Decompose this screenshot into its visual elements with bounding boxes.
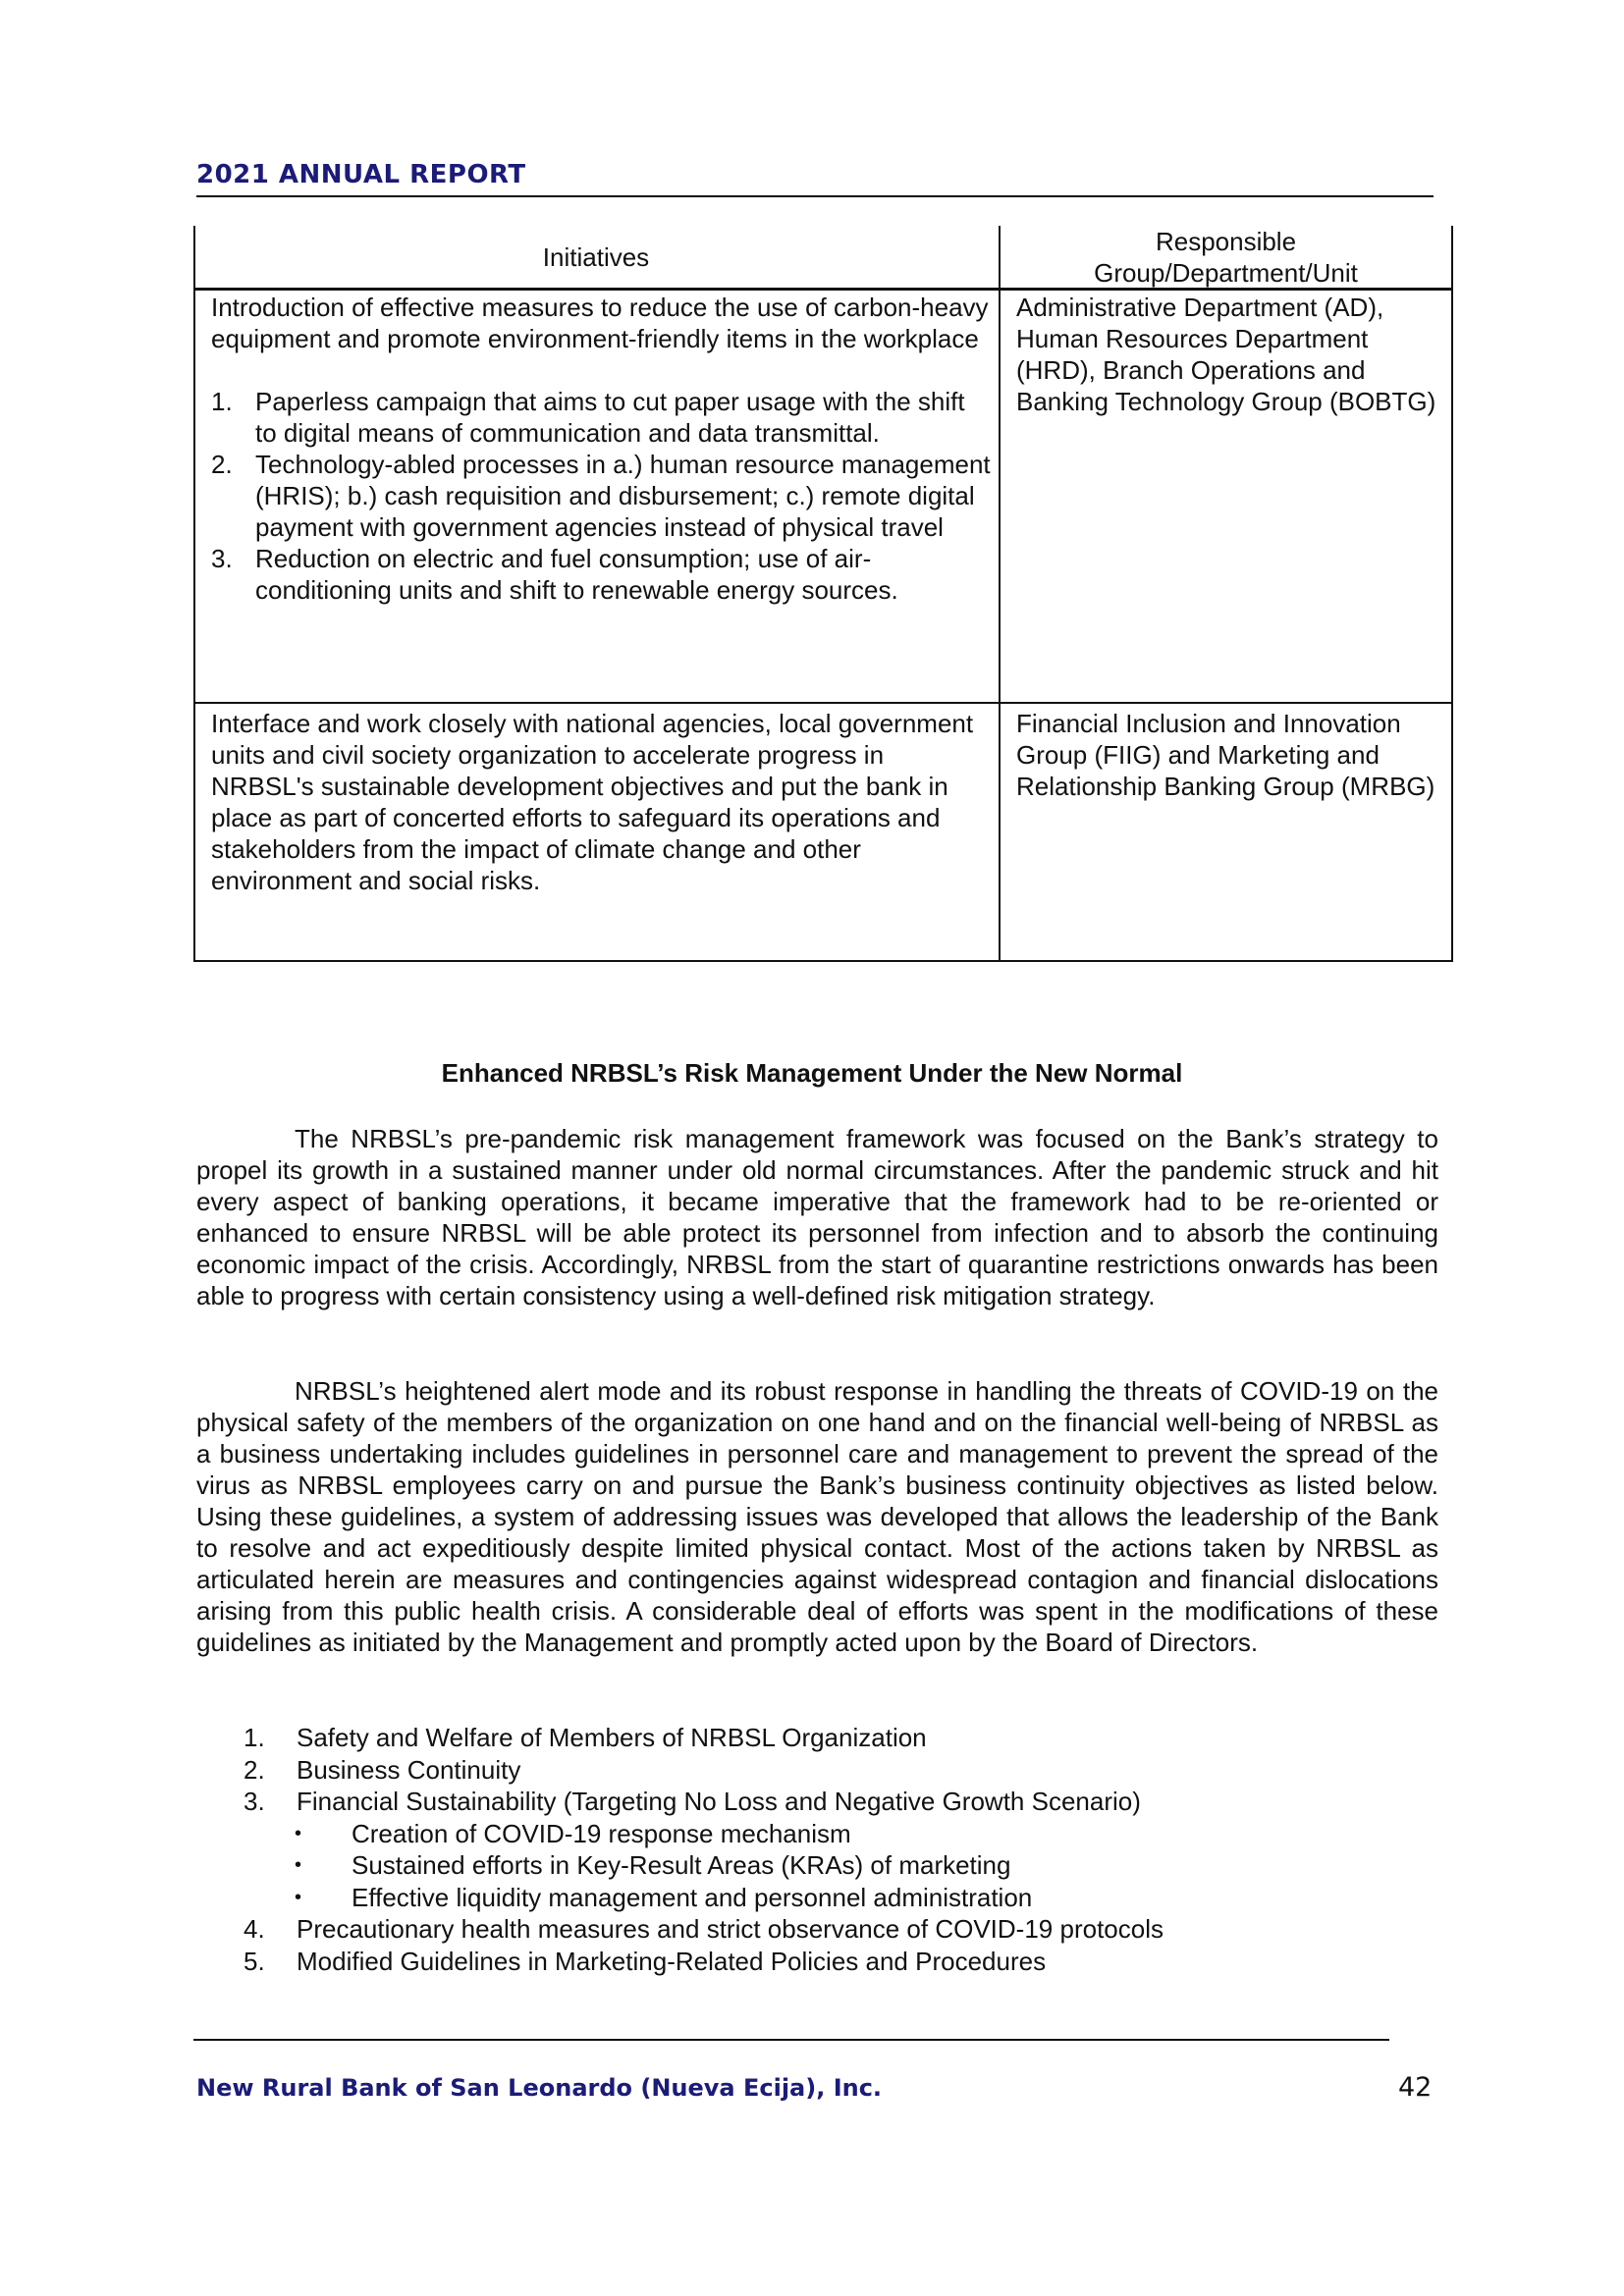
table-border-right	[1451, 226, 1453, 962]
table-row-1-initiative	[211, 292, 992, 606]
list-item: 2. Business Continuity	[244, 1754, 521, 1785]
list-item: 5. Modified Guidelines in Marketing-Related Policies and Procedures	[244, 1946, 1047, 1976]
table-row-divider	[193, 702, 1453, 704]
list-item: 3. Reduction on electric and fuel consumption; use of air-conditioning units and shift to renewable energy sources.	[211, 544, 898, 605]
sub-list-item: • Sustained efforts in Key-Result Areas (KRAs) of marketing	[295, 1850, 1011, 1880]
list-item: 1. Paperless campaign that aims to cut paper usage with the shift to digital means of communication and data transmittal.	[211, 387, 965, 448]
objectives-list	[244, 1722, 1164, 1977]
list-item: 2. Technology-abled processes in a.) human resource management (HRIS); b.) cash requisition and disbursement; c.) remote digital payment with government agencies instead of physical travel	[211, 450, 991, 542]
header-divider	[196, 195, 1434, 197]
initiatives-table	[193, 226, 1451, 962]
page-number: 42	[1398, 2072, 1433, 2103]
footer-company-name: New Rural Bank of San Leonardo (Nueva Ecija), Inc.	[196, 2074, 883, 2102]
list-item: 1. Safety and Welfare of Members of NRBSL Organization	[244, 1723, 927, 1752]
sub-list-item: • Effective liquidity management and personnel administration	[295, 1882, 1033, 1912]
report-header-title: 2021 ANNUAL REPORT	[196, 160, 526, 189]
table-border-left	[193, 226, 195, 962]
paragraph-2: NRBSL’s heightened alert mode and its robust response in handling the threats of COVID-19 on the physical safety of the members of the organization on one hand and on the financial well-being of NRBSL as a business undertaking includes guidelines in personnel care and management to prevent the spread of the virus as NRBSL employees carry on and pursue the Bank’s business continuity objectives as listed below. Using these guidelines, a system of addressing issues was developed that allows the leadership of the Bank to resolve and act expeditiously despite limited physical contact. Most of the actions taken by NRBSL as articulated herein are measures and contingencies against widespread contagion and financial dislocations arising from this public health crisis. A considerable deal of efforts was spent in the modifications of these guidelines as initiated by the Management and promptly acted upon by the Board of Directors.	[196, 1376, 1438, 1657]
initiative-intro: Introduction of effective measures to reduce the use of carbon-heavy equipment and promote environment-friendly items in the workplace	[211, 293, 989, 353]
table-row-2-initiative: Interface and work closely with national agencies, local government units and civil society organization to accelerate progress in NRBSL's sustainable development objectives and put the bank in place as part of concerted efforts to safeguard its operations and stakeholders from the impact of climate change and other environment and social risks.	[211, 709, 974, 895]
initiative-items-list	[211, 386, 992, 606]
table-border-bottom	[193, 960, 1453, 962]
table-row-2-responsible: Financial Inclusion and Innovation Group (FIIG) and Marketing and Relationship Banking Group (MRBG)	[1016, 709, 1435, 801]
bullet-icon: •	[295, 1822, 302, 1844]
sub-list-item: • Creation of COVID-19 response mechanism	[295, 1818, 851, 1848]
list-item: 3. Financial Sustainability (Targeting No Loss and Negative Growth Scenario)	[244, 1787, 1141, 1816]
column-header-responsible	[1001, 226, 1451, 289]
section-heading: Enhanced NRBSL’s Risk Management Under the New Normal	[441, 1058, 1183, 1088]
bullet-icon: •	[295, 1854, 302, 1876]
paragraph-1: The NRBSL’s pre-pandemic risk management framework was focused on the Bank’s strategy to propel its growth in a sustained manner under old normal circumstances. After the pandemic struck and hit every aspect of banking operations, it became imperative that the framework had to be re-oriented or enhanced to ensure NRBSL will be able protect its personnel from infection and to absorb the continuing economic impact of the crisis. Accordingly, NRBSL from the start of quarantine restrictions onwards has been able to progress with certain consistency using a well-defined risk mitigation strategy.	[196, 1124, 1438, 1310]
footer-divider	[193, 2039, 1389, 2041]
list-item: 4. Precautionary health measures and strict observance of COVID-19 protocols	[244, 1914, 1164, 1944]
column-header-responsible-line2: Group/Department/Unit	[1094, 258, 1358, 288]
table-column-divider	[999, 226, 1001, 962]
table-row-1-responsible: Administrative Department (AD), Human Resources Department (HRD), Branch Operations and Banking Technology Group (BOBTG)	[1016, 293, 1436, 416]
column-header-responsible-line1: Responsible	[1155, 227, 1297, 256]
bullet-icon: •	[295, 1886, 302, 1908]
column-header-initiatives: Initiatives	[542, 242, 650, 272]
